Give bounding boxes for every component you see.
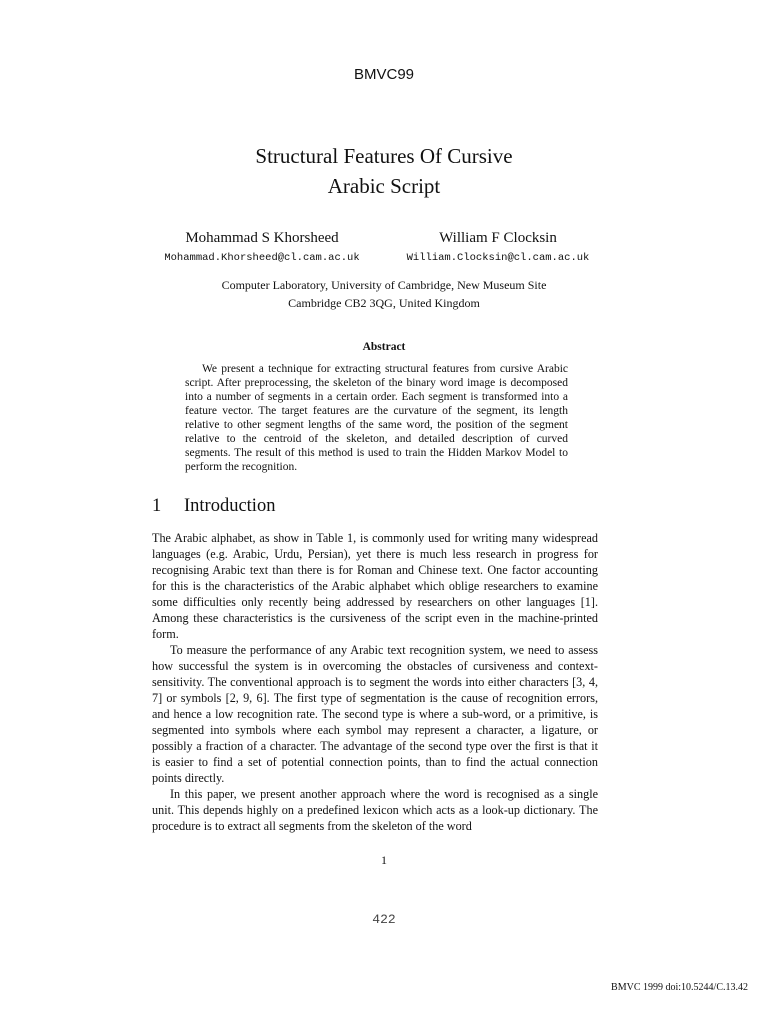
author-1-email[interactable]: Mohammad.Khorsheed@cl.cam.ac.uk (164, 252, 360, 264)
conference-header: BMVC99 (353, 66, 415, 83)
page-number: 1 (381, 853, 387, 867)
affiliation-line-2: Cambridge CB2 3QG, United Kingdom (288, 296, 480, 310)
abstract-heading: Abstract (362, 341, 406, 353)
title-line-1: Structural Features Of Cursive (255, 144, 513, 168)
section-number: 1 (152, 496, 162, 516)
paragraph: To measure the performance of any Arabic text recognition system, we need to assess how successful the system is in overcoming the obstacles of cursiveness and context-sensitivity. The conventional approach is to segment the words into either characters [3, 4, 7] or symbols [2, 9, 6]. The first type of segmentation is the cause of recognition errors, and hence a low recognition rate. The second type is where a sub-word, or a primitive, is segmented into symbols where each symbol may represent a character, a ligature, or possibly a fraction of a character. The advantage of the second type over the first is that it is easier to find a set of potential connection points, than to find the actual connection points directly. (152, 643, 598, 785)
author-2-email[interactable]: William.Clocksin@cl.cam.ac.uk (406, 252, 590, 264)
author-1-name: Mohammad S Khorsheed (185, 230, 339, 246)
proceedings-page-number: 422 (372, 912, 396, 927)
paper-title (0, 141, 768, 201)
abstract-body (185, 362, 568, 474)
section-title: Introduction (184, 496, 276, 516)
paragraph: In this paper, we present another approach where the word is recognised as a single unit. This depends highly on a predefined lexicon which acts as a look-up dictionary. The procedure is to extract all segments from the skeleton of the word (152, 787, 598, 833)
doi-footer: BMVC 1999 doi:10.5244/C.13.42 (611, 982, 748, 993)
title-line-2: Arabic Script (327, 174, 441, 198)
body-text (152, 530, 598, 834)
affiliation-line-1: Computer Laboratory, University of Cambridge, New Museum Site (221, 278, 547, 292)
paragraph: The Arabic alphabet, as show in Table 1, is commonly used for writing many widespread languages (e.g. Arabic, Urdu, Persian), yet there is much less research in progress for recognising Arabic text than there is for Roman and Chinese text. One factor accounting for this is the characteristics of the Arabic alphabet which oblige researchers to examine some difficulties only recently being addressed by researchers on other languages [1]. Among these characteristics is the cursiveness of the script even in the machine-printed form. (152, 531, 598, 641)
affiliation (0, 276, 768, 312)
section-heading (152, 496, 275, 517)
abstract-text: We present a technique for extracting structural features from cursive Arabic script. After preprocessing, the skeleton of the binary word image is decomposed into a number of segments in a certain order. Each segment is transformed into a feature vector. The target features are the curvature of the segment, its length relative to other segment lengths of the same word, the position of the segment relative to the centroid of the skeleton, and detailed description of curved segments. The result of this method is used to train the Hidden Markov Model to perform the recognition. (185, 363, 568, 473)
author-2-name: William F Clocksin (439, 230, 557, 246)
